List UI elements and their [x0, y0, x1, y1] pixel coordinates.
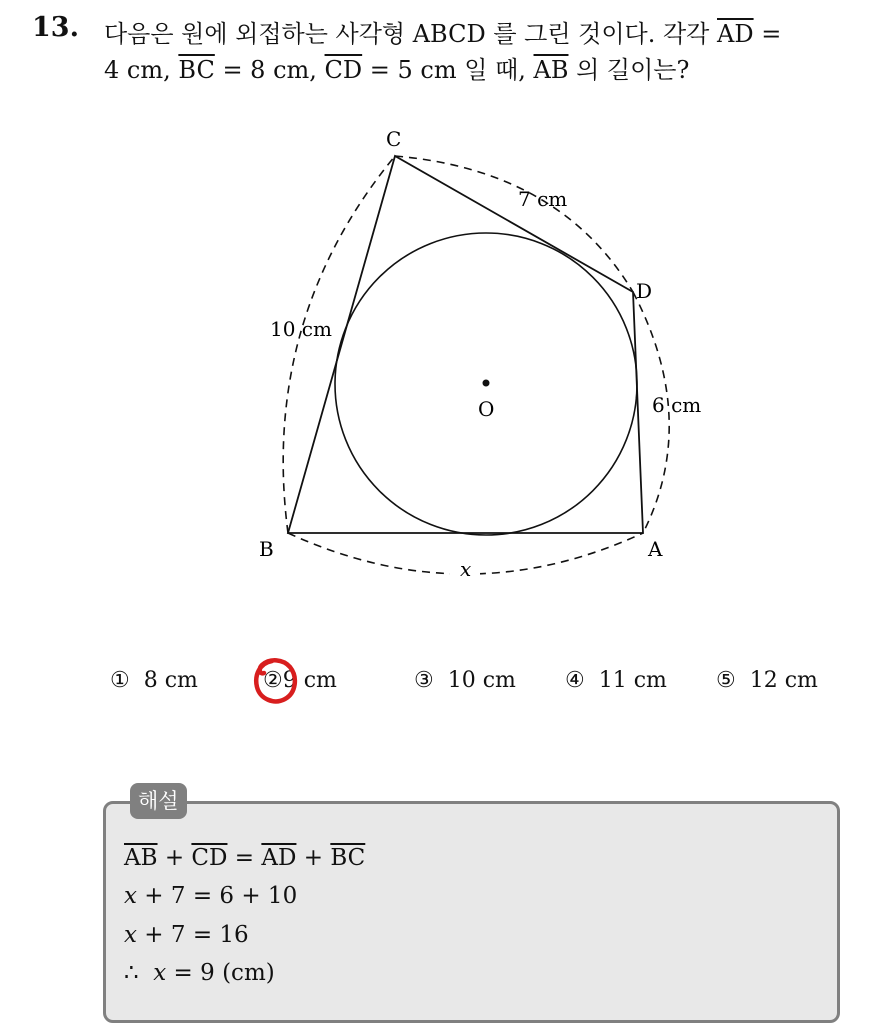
var-x: x [124, 922, 137, 948]
question-text-part: 의 길이는? [568, 56, 690, 84]
question-text-part: = 8 cm, [214, 56, 325, 84]
choice-3[interactable] [414, 668, 516, 693]
question-text-part: 4 cm, [104, 56, 179, 84]
choice-3-number: ③ [414, 668, 434, 693]
seg-ad: $\overline{AD}$ [261, 845, 297, 871]
eq-rest: + 7 = 16 [136, 922, 249, 948]
solution-eq-1 [124, 845, 365, 871]
solution-tag: 해설 [130, 783, 187, 819]
answer-choices [0, 668, 884, 704]
segment-bc: $\overline{BC}$ [178, 56, 215, 84]
label-ad-length: 6 cm [652, 393, 702, 417]
segment-cd: $\overline{CD}$ [324, 56, 363, 84]
equals-sign: = [227, 845, 262, 871]
var-x: x [153, 960, 167, 986]
choice-5-number: ⑤ [716, 668, 736, 693]
choice-5[interactable] [716, 668, 818, 693]
solution-eq-3 [124, 922, 249, 948]
vertex-b-label: B [259, 537, 274, 561]
choice-2-number: ② [263, 668, 283, 693]
question-number: 13. [32, 12, 79, 43]
choice-2-text: 9 cm [282, 668, 337, 693]
selected-answer-circle-mark [252, 655, 302, 707]
segment-ab: $\overline{AB}$ [533, 56, 569, 84]
therefore-symbol: ∴ [124, 960, 139, 986]
choice-4[interactable] [565, 668, 667, 693]
solution-eq-2 [124, 883, 297, 909]
question-text-part: = 5 cm 일 때, [362, 56, 534, 84]
vertex-a-label: A [648, 537, 663, 561]
choice-1-text: 8 cm [143, 668, 198, 693]
eq-rest: = 9 (cm) [166, 960, 275, 986]
question-equals: = [753, 20, 782, 48]
var-x: x [124, 883, 137, 909]
choice-4-text: 11 cm [598, 668, 667, 693]
choice-1[interactable] [110, 668, 198, 693]
segment-ad: $\overline{AD}$ [717, 20, 754, 48]
choice-1-number: ① [110, 668, 130, 693]
plus-sign: + [157, 845, 192, 871]
seg-cd: $\overline{CD}$ [191, 845, 228, 871]
plus-sign: + [296, 845, 331, 871]
center-label: O [478, 397, 495, 421]
quadrilateral-abcd [288, 156, 643, 533]
label-bc-length: 10 cm [270, 317, 332, 341]
solution-box [103, 801, 840, 1023]
eq-rest: + 7 = 6 + 10 [136, 883, 298, 909]
choice-3-text: 10 cm [447, 668, 516, 693]
question-text: 다음은 원에 외접하는 사각형 ABCD 를 그린 것이다. 각각 [104, 20, 717, 48]
vertex-c-label: C [386, 127, 402, 151]
label-cd-length: 7 cm [518, 187, 568, 211]
vertex-d-label: D [636, 279, 653, 303]
seg-ab: $\overline{AB}$ [124, 845, 158, 871]
center-point [483, 380, 490, 387]
choice-4-number: ④ [565, 668, 585, 693]
seg-bc: $\overline{BC}$ [330, 845, 366, 871]
solution-eq-4 [124, 960, 275, 986]
label-ab-length: x [460, 557, 472, 581]
choice-5-text: 12 cm [749, 668, 818, 693]
